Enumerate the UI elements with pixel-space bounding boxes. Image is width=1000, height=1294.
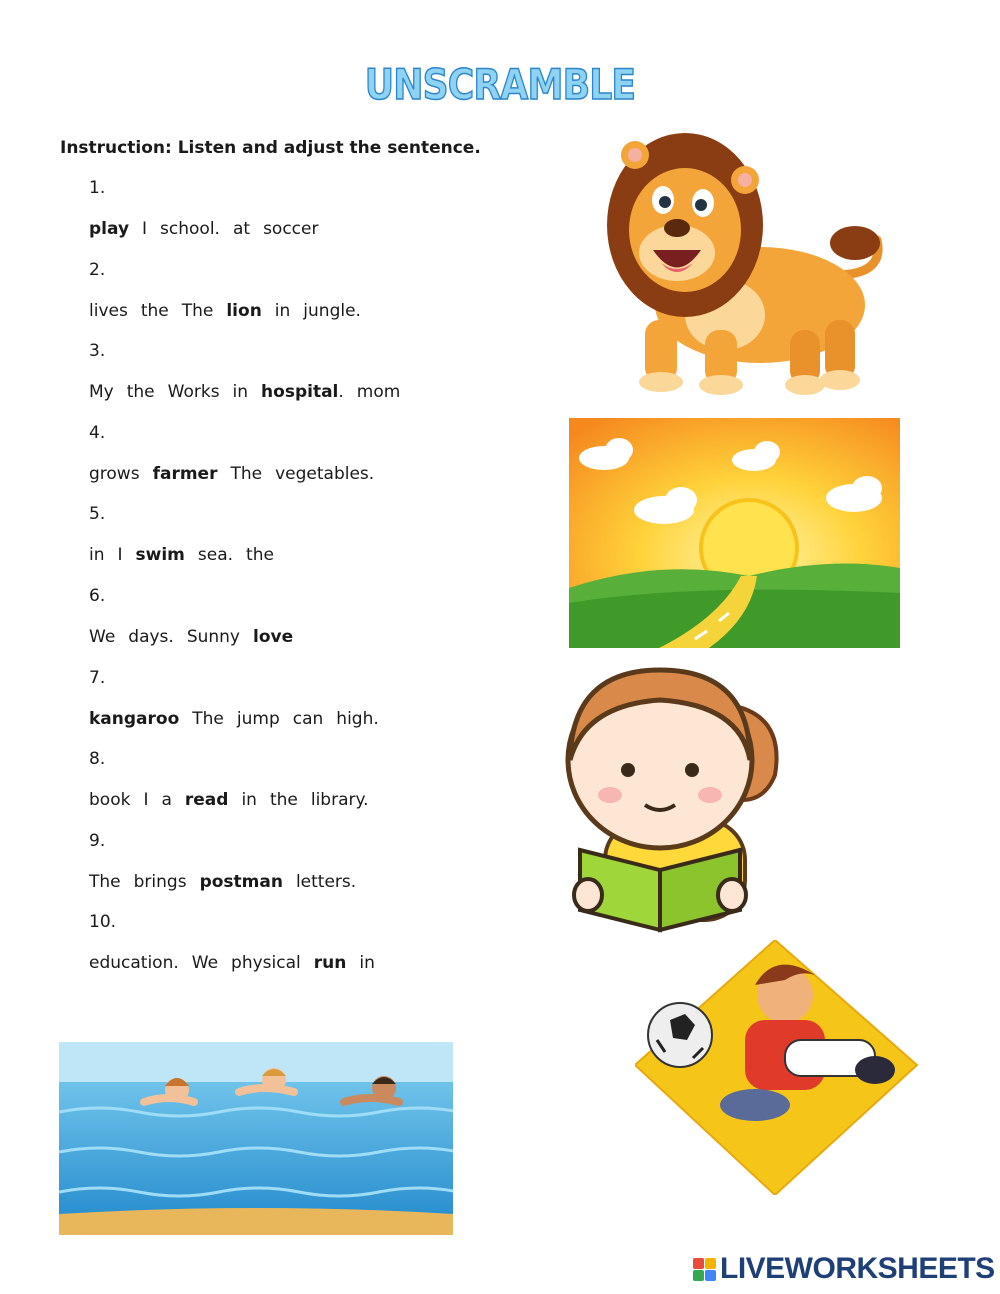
liveworksheets-logo <box>693 1252 995 1286</box>
word: We <box>89 627 116 647</box>
question-number: 6. <box>89 586 106 606</box>
logo-mark-icon <box>693 1258 716 1281</box>
word: Works <box>167 382 220 403</box>
word: a <box>161 790 172 811</box>
word: I <box>143 790 149 811</box>
word: brings <box>133 871 187 892</box>
key-word: lion <box>226 300 262 321</box>
question-number: 8. <box>89 749 106 770</box>
word: in <box>89 545 105 566</box>
key-word: run <box>313 953 347 974</box>
key-word: kangaroo <box>89 708 180 729</box>
word: The <box>230 463 263 484</box>
word: The <box>192 708 224 729</box>
word: The <box>181 300 214 321</box>
scrambled-sentence <box>89 545 287 565</box>
logo-square <box>693 1258 704 1269</box>
word: letters. <box>295 871 357 892</box>
word: in <box>359 953 375 974</box>
word: physical <box>231 953 301 974</box>
question-number: 9. <box>89 830 106 851</box>
logo-square <box>705 1270 716 1281</box>
word: We <box>191 953 219 974</box>
key-word: love <box>253 627 294 647</box>
word: mom <box>356 382 401 403</box>
word: Sunny <box>186 627 240 647</box>
word: in <box>274 300 291 321</box>
word: My <box>89 382 114 403</box>
girl-reading-illustration <box>550 660 795 935</box>
question-number: 5. <box>89 504 106 525</box>
word: soccer <box>263 219 319 239</box>
word: can <box>292 708 324 729</box>
key-word: farmer <box>152 463 218 484</box>
question-number: 3. <box>89 341 106 362</box>
word: at <box>232 219 251 239</box>
scrambled-sentence <box>89 301 374 321</box>
word: in <box>232 382 249 403</box>
word: days. <box>128 627 174 647</box>
word: book <box>89 790 131 811</box>
word: high. <box>336 708 379 729</box>
word: sea. <box>197 545 234 566</box>
key-word: swim <box>135 545 185 566</box>
logo-square <box>705 1258 716 1269</box>
word: in <box>241 790 257 811</box>
key-word: play <box>89 219 130 239</box>
key-word: postman <box>199 871 283 892</box>
word: jump <box>236 708 280 729</box>
question-number: 2. <box>89 259 106 280</box>
scrambled-sentence <box>89 872 369 892</box>
scrambled-sentence <box>89 382 413 402</box>
soccer-player-illustration <box>635 940 920 1195</box>
scrambled-sentence <box>89 464 387 484</box>
word: grows <box>89 463 140 484</box>
word: The <box>89 871 121 892</box>
word: library. <box>310 790 369 811</box>
question-number: 4. <box>89 422 106 443</box>
children-swimming-illustration <box>59 1042 453 1235</box>
word: the <box>126 382 155 403</box>
word: vegetables. <box>275 463 375 484</box>
logo-text: LIVEWORKSHEETS <box>720 1252 995 1285</box>
scrambled-sentence <box>89 627 306 647</box>
question-number: 7. <box>89 667 106 688</box>
word: I <box>117 545 123 566</box>
scrambled-sentence <box>89 953 388 973</box>
scrambled-sentence <box>89 219 331 239</box>
worksheet-title: UNSCRAMBLE <box>364 60 636 109</box>
question-number: 1. <box>89 178 106 198</box>
question-number: 10. <box>89 912 117 933</box>
scrambled-sentence <box>89 790 382 810</box>
key-word: hospital. <box>261 382 344 403</box>
logo-square <box>693 1270 704 1281</box>
sunny-landscape-illustration <box>569 418 900 648</box>
word: school. <box>160 219 220 239</box>
word: I <box>142 219 148 239</box>
lion-illustration <box>605 125 905 400</box>
word: education. <box>89 953 179 974</box>
key-word: read <box>184 790 229 811</box>
instruction-text: Instruction: Listen and adjust the sentence. <box>60 138 481 158</box>
word: the <box>246 545 274 566</box>
word: the <box>140 300 169 321</box>
scrambled-sentence <box>89 709 392 729</box>
word: lives <box>89 300 128 321</box>
word: jungle. <box>303 300 361 321</box>
word: the <box>269 790 298 811</box>
